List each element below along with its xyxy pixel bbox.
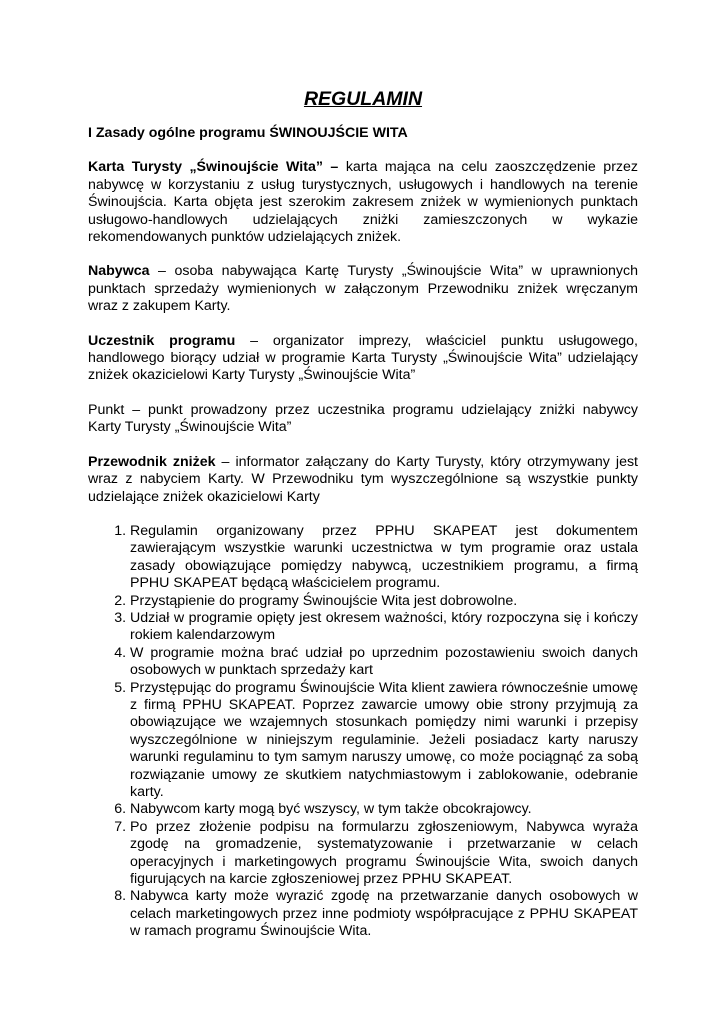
definition-uczestnik-programu (88, 333, 638, 385)
document-content (88, 125, 638, 941)
document-title: REGULAMIN (303, 88, 423, 110)
rule-item: 8. Nabywca karty może wyrazić zgodę na przetwarzanie danych osobowych w celach marketingowych przez inne podmioty współpracujące z PPHU SKAPEAT w ramach programu Świnoujście Wita. (130, 888, 638, 940)
rule-item: 3. Udział w programie opięty jest okresem ważności, który rozpoczyna się i kończy rokiem kalendarzowym (130, 610, 638, 645)
definition-text: karta mająca na celu zaoszczędzenie przez nabywcę w korzystaniu z usług turystycznych, usługowych i handlowych na terenie Świnoujścia. Karta objęta jest szerokim zakresem zniżek w wymienionych punktach usługowo-handlowych udzielających zniżki zamieszczonych w wykazie rekomendowanych punktów udzielających zniżek. (88, 159, 638, 246)
section-heading: I Zasady ogólne programu ŚWINOUJŚCIE WITA (88, 125, 408, 141)
definition-text: – osoba nabywająca Kartę Turysty „Świnoujście Wita” w uprawnionych punktach sprzedaży wymienionych w załączonym Przewodniku zniżek wręczanym wraz z zakupem Karty. (88, 263, 638, 315)
definition-term: Karta Turysty „Świnoujście Wita” – (88, 159, 339, 176)
rules-list (88, 523, 638, 941)
definition-przewodnik-znizek (88, 454, 638, 506)
definition-punkt (88, 402, 638, 437)
definition-term: Nabywca (88, 263, 150, 280)
rule-item: 2. Przystąpienie do programy Świnoujście Wita jest dobrowolne. (130, 593, 638, 610)
definition-text: – informator załączany do Karty Turysty, który otrzymywany jest wraz z nabyciem Karty. W Przewodniku tym wyszczególnione są wszystkie punkty udzielające zniżek okazicielowi Karty (88, 453, 639, 505)
rule-item: 1. Regulamin organizowany przez PPHU SKAPEAT jest dokumentem zawierającym wszystkie warunki uczestnictwa w tym programie oraz ustala zasady obowiązujące pomiędzy nabywcą, uczestnikiem programu, a firmą PPHU SKAPEAT będącą właścicielem programu. (130, 523, 638, 593)
rule-item: 4. W programie można brać udział po uprzednim pozostawieniu swoich danych osobowych w punktach sprzedaży kart (130, 645, 638, 680)
definition-term: Przewodnik zniżek (88, 453, 216, 470)
definition-term: Uczestnik programu (88, 332, 236, 349)
definition-text: Punkt – punkt prowadzony przez uczestnika programu udzielający zniżki nabywcy Karty Turysty „Świnoujście Wita” (88, 401, 638, 436)
rule-item: 7. Po przez złożenie podpisu na formularzu zgłoszeniowym, Nabywca wyraża zgodę na gromadzenie, systematyzowanie i przetwarzanie w celach operacyjnych i marketingowych programu Świnoujście Wita, swoich danych figurujących na karcie zgłoszeniowej przez PPHU SKAPEAT. (130, 819, 638, 889)
rule-item: 6. Nabywcom karty mogą być wszyscy, w tym także obcokrajowcy. (130, 801, 638, 818)
definition-text: – organizator imprezy, właściciel punktu usługowego, handlowego biorący udział w programie Karta Turysty „Świnoujście Wita” udzielający zniżek okazicielowi Karty Turysty „Świnoujście Wita” (88, 332, 638, 384)
definition-nabywca (88, 263, 638, 315)
definition-karta-turysty (88, 159, 638, 246)
rule-item: 5. Przystępując do programu Świnoujście Wita klient zawiera równocześnie umowę z firmą PPHU SKAPEAT. Poprzez zawarcie umowy obie strony przyjmują za obowiązujące we wzajemnych stosunkach pomiędzy nimi warunki i przepisy wyszczególnione w niniejszym regulaminie. Jeżeli posiadacz karty naruszy warunki regulaminu to tym samym naruszy umowę, co może pociągnąć za sobą rozwiązanie umowy ze skutkiem natychmiastowym i zablokowanie, odebranie karty. (130, 680, 638, 802)
